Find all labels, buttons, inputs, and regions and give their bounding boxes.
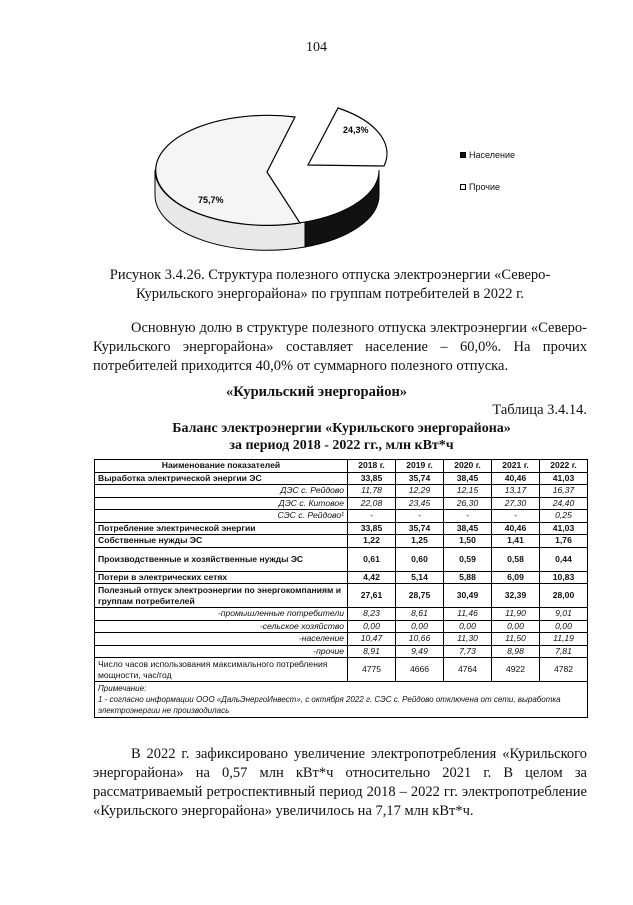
row-value: 8,98 xyxy=(492,645,540,658)
row-value: 11,30 xyxy=(444,633,492,646)
row-value: 12,15 xyxy=(444,485,492,498)
row-value: 33,85 xyxy=(348,522,396,535)
legend-swatch-light xyxy=(460,184,466,190)
row-label: -прочие xyxy=(95,645,348,658)
table-note xyxy=(95,682,588,718)
row-label: СЭС с. Рейдово¹ xyxy=(95,510,348,523)
row-value: 11,19 xyxy=(540,633,588,646)
row-value: 1,76 xyxy=(540,535,588,548)
row-value: 11,50 xyxy=(492,633,540,646)
row-value: 1,25 xyxy=(396,535,444,548)
row-value: 0,60 xyxy=(396,547,444,571)
row-value: 9,01 xyxy=(540,608,588,621)
table-row xyxy=(95,510,588,523)
header-cell: 2020 г. xyxy=(444,460,492,473)
pie-label-75: 75,7% xyxy=(198,195,224,205)
row-value: 10,66 xyxy=(396,633,444,646)
table-row xyxy=(95,522,588,535)
table-row xyxy=(95,485,588,498)
header-cell: Наименование показателей xyxy=(95,460,348,473)
table-row xyxy=(95,584,588,608)
row-label: Собственные нужды ЭС xyxy=(95,535,348,548)
row-value: 28,75 xyxy=(396,584,444,608)
row-value: 0,00 xyxy=(540,620,588,633)
pie-legend xyxy=(460,150,515,214)
table-row xyxy=(95,535,588,548)
table-row xyxy=(95,547,588,571)
row-value: 4,42 xyxy=(348,571,396,584)
row-value: 26,30 xyxy=(444,497,492,510)
row-value: 8,23 xyxy=(348,608,396,621)
table-row xyxy=(95,620,588,633)
row-value: 0,25 xyxy=(540,510,588,523)
row-value: 5,14 xyxy=(396,571,444,584)
row-value: 8,61 xyxy=(396,608,444,621)
legend-item-prochie xyxy=(460,182,515,192)
row-value: 10,47 xyxy=(348,633,396,646)
row-value: 7,81 xyxy=(540,645,588,658)
pie-slice-dark-top xyxy=(308,108,387,166)
row-value: 0,00 xyxy=(444,620,492,633)
row-value: - xyxy=(396,510,444,523)
row-value: - xyxy=(348,510,396,523)
row-label: Потери в электрических сетях xyxy=(95,571,348,584)
table-header-row xyxy=(95,460,588,473)
row-value: 16,37 xyxy=(540,485,588,498)
row-value: 35,74 xyxy=(396,522,444,535)
row-label: ДЭС с. Китовое xyxy=(95,497,348,510)
row-value: 4922 xyxy=(492,658,540,682)
note-text: 1 - согласно информации ООО «ДальЭнергоИнвест», с октября 2022 г. СЭС с. Рейдово отключена от сети, выработка электроэнергии не производилась xyxy=(98,695,561,715)
row-value: 1,50 xyxy=(444,535,492,548)
row-value: 41,03 xyxy=(540,522,588,535)
row-value: 38,45 xyxy=(444,472,492,485)
row-value: 38,45 xyxy=(444,522,492,535)
legend-label: Население xyxy=(469,150,515,160)
row-value: 27,30 xyxy=(492,497,540,510)
figure-caption: Рисунок 3.4.26. Структура полезного отпуска электроэнергии «Северо-Курильского энергорайона» по группам потребителей в 2022 г. xyxy=(109,267,551,302)
row-value: 11,90 xyxy=(492,608,540,621)
row-value: 27,61 xyxy=(348,584,396,608)
row-value: 0,59 xyxy=(444,547,492,571)
row-value: 32,39 xyxy=(492,584,540,608)
table-title xyxy=(0,420,633,454)
row-label: Производственные и хозяйственные нужды ЭС xyxy=(95,547,348,571)
row-value: 0,00 xyxy=(348,620,396,633)
row-value: 10,83 xyxy=(540,571,588,584)
table-title-line2: за период 2018 - 2022 гг., млн кВт*ч xyxy=(229,438,454,453)
table-row xyxy=(95,608,588,621)
row-label: ДЭС с. Рейдово xyxy=(95,485,348,498)
row-value: 4775 xyxy=(348,658,396,682)
row-value: 13,17 xyxy=(492,485,540,498)
row-value: 41,03 xyxy=(540,472,588,485)
legend-item-naselenie xyxy=(460,150,515,160)
table-number: Таблица 3.4.14. xyxy=(492,402,587,418)
row-value: 0,00 xyxy=(492,620,540,633)
header-cell: 2019 г. xyxy=(396,460,444,473)
header-cell: 2021 г. xyxy=(492,460,540,473)
legend-label: Прочие xyxy=(469,182,501,192)
row-value: 6,09 xyxy=(492,571,540,584)
row-value: 0,58 xyxy=(492,547,540,571)
row-value: 0,00 xyxy=(396,620,444,633)
row-label: Число часов использования максимального потребления мощности, час/год xyxy=(95,658,348,682)
pie-chart xyxy=(150,100,390,260)
row-value: 1,22 xyxy=(348,535,396,548)
row-value: 0,61 xyxy=(348,547,396,571)
table-row xyxy=(95,645,588,658)
row-value: 5,88 xyxy=(444,571,492,584)
pie-label-24: 24,3% xyxy=(343,125,369,135)
table-row xyxy=(95,571,588,584)
row-value: 23,45 xyxy=(396,497,444,510)
row-value: 4764 xyxy=(444,658,492,682)
row-value: 9,49 xyxy=(396,645,444,658)
page-number: 104 xyxy=(306,40,327,55)
row-label: -население xyxy=(95,633,348,646)
section-title: «Курильский энергорайон» xyxy=(225,384,408,400)
table-body xyxy=(95,472,588,682)
row-value: 1,41 xyxy=(492,535,540,548)
table-title-line1: Баланс электроэнергии «Курильского энергорайона» xyxy=(172,421,511,436)
balance-table xyxy=(94,459,588,718)
header-cell: 2018 г. xyxy=(348,460,396,473)
row-value: 24,40 xyxy=(540,497,588,510)
row-label: Выработка электрической энергии ЭС xyxy=(95,472,348,485)
row-value: 28,00 xyxy=(540,584,588,608)
note-title: Примечание: xyxy=(98,684,147,693)
legend-swatch-dark xyxy=(460,152,466,158)
row-value: 40,46 xyxy=(492,472,540,485)
paragraph-1-text: Основную долю в структуре полезного отпуска электроэнергии «Северо-Курильского энергорайона» составляет население – 60,0%. На прочих потребителей приходится 40,0% от суммарного полезного отпуска. xyxy=(93,320,587,374)
row-label: -промышленные потребители xyxy=(95,608,348,621)
row-value: 12,29 xyxy=(396,485,444,498)
row-label: Потребление электрической энергии xyxy=(95,522,348,535)
paragraph-1 xyxy=(93,319,587,376)
pie-svg xyxy=(150,100,390,260)
row-value: 8,91 xyxy=(348,645,396,658)
row-value: 22,08 xyxy=(348,497,396,510)
row-label: -сельское хозяйство xyxy=(95,620,348,633)
row-value: - xyxy=(444,510,492,523)
row-value: 4666 xyxy=(396,658,444,682)
paragraph-2 xyxy=(93,745,587,821)
row-value: 7,73 xyxy=(444,645,492,658)
row-value: 0,44 xyxy=(540,547,588,571)
row-value: 33,85 xyxy=(348,472,396,485)
table-row xyxy=(95,633,588,646)
row-value: 4782 xyxy=(540,658,588,682)
row-value: 11,78 xyxy=(348,485,396,498)
paragraph-2-text: В 2022 г. зафиксировано увеличение электропотребления «Курильского энергорайона» на 0,57 млн кВт*ч относительно 2021 г. В целом за рассматриваемый ретроспективный период 2018 – 2022 гг. электропотребление «Курильского энергорайона» увеличилось на 7,17 млн кВт*ч. xyxy=(93,746,587,819)
row-value: 30,49 xyxy=(444,584,492,608)
table-note-row xyxy=(95,682,588,718)
row-value: 35,74 xyxy=(396,472,444,485)
table-row xyxy=(95,472,588,485)
row-value: 40,46 xyxy=(492,522,540,535)
row-value: 11,46 xyxy=(444,608,492,621)
row-label: Полезный отпуск электроэнергии по энергокомпаниям и группам потребителей xyxy=(95,584,348,608)
header-cell: 2022 г. xyxy=(540,460,588,473)
table-row xyxy=(95,497,588,510)
pie-side-dark xyxy=(305,170,379,247)
table-row xyxy=(95,658,588,682)
row-value: - xyxy=(492,510,540,523)
